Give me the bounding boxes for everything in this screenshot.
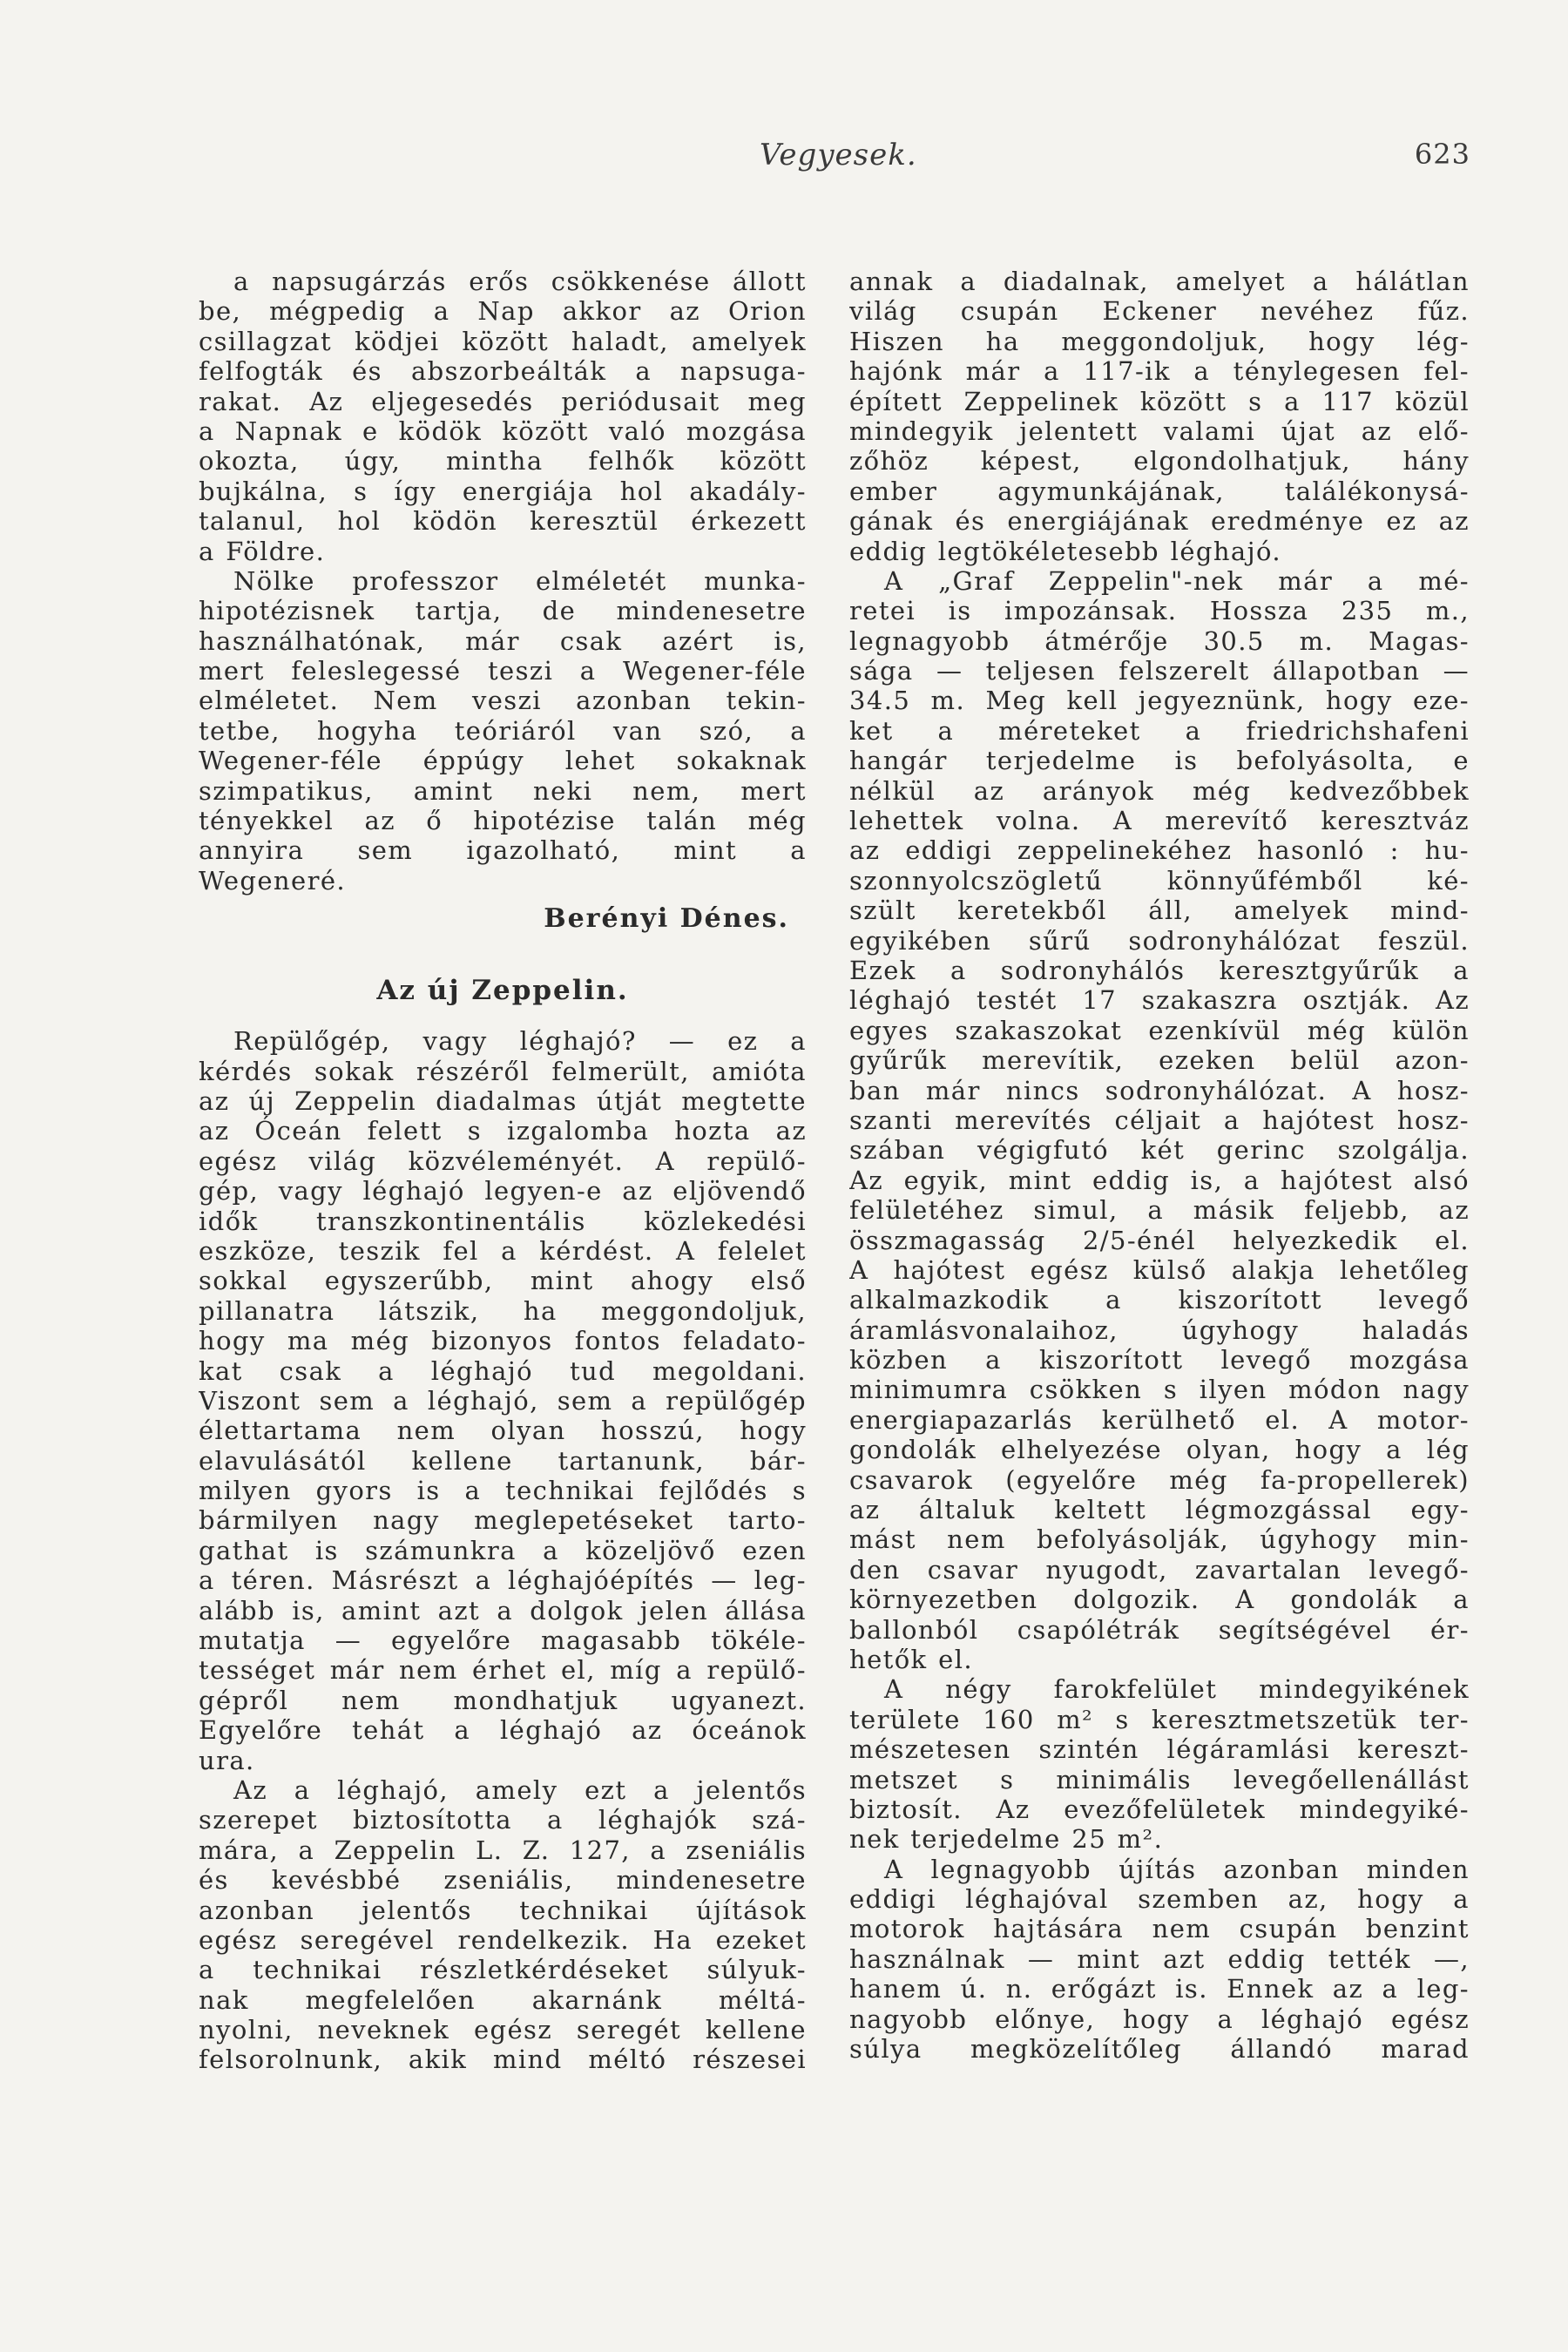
text-line: szonnyolcszögletű könnyűfémből ké- [849,865,1470,896]
text-line: hetők el. [849,1644,973,1674]
text-line: annyira sem igazolható, mint a [199,835,807,866]
text-line: az általuk keltett légmozgással egy- [849,1495,1470,1525]
text-line: egyes szakaszokat ezenkívül még külön [849,1015,1470,1045]
article-heading: Az új Zeppelin. [376,975,629,1007]
text-line: be, mégpedig a Nap akkor az Orion [199,296,807,327]
text-line: eddig legtökéletesebb léghajó. [849,536,1281,566]
text-line: a napsugárzás erős csökkenése állott [233,267,807,296]
paragraph-nolke-theory [199,566,807,896]
text-line: eszköze, teszik fel a kérdést. A felelet [199,1235,807,1266]
text-line: szában végigfutó két gerinc szolgálja. [849,1135,1470,1166]
text-line: világ csupán Eckener nevéhez fűz. [849,296,1470,327]
text-line: pillanatra látszik, ha meggondoljuk, [199,1295,807,1326]
text-line: A „Graf Zeppelin"-nek már a mé- [884,565,1470,596]
text-line: rakat. Az eljegesedés periódusait meg [199,386,807,416]
text-line: használhatónak, már csak azért is, [199,625,807,656]
text-line: gondolák elhelyezése olyan, hogy a lég [849,1435,1470,1465]
text-line: bujkálna, s így energiája hol akadály- [199,476,807,506]
text-line: energiapazarlás kerülhető el. A motor- [849,1404,1470,1435]
text-line: eddigi léghajóval szemben az, hogy a [849,1884,1470,1915]
text-line: nagyobb előnye, hogy a léghajó egész [849,2004,1470,2034]
author-signature: Berényi Dénes. [544,903,789,935]
text-line: A hajótest egész külső alakja lehetőleg [849,1254,1470,1285]
text-line: élettartama nem olyan hosszú, hogy [199,1416,807,1446]
text-line: hajónk már a 117-ik a ténylegesen fel- [849,356,1470,387]
text-line: ura. [199,1745,255,1775]
text-line: retei is impozánsak. Hossza 235 m., [849,596,1470,626]
text-line: mészetesen szintén légáramlási kereszt- [849,1734,1470,1765]
text-line: minimumra csökken s ilyen módon nagy [849,1375,1470,1405]
text-line: hipotézisnek tartja, de mindenesetre [199,596,807,626]
text-line: nélkül az arányok még kedvezőbbek [849,775,1470,806]
text-line: szerepet biztosította a léghajók szá- [199,1805,807,1835]
right-column [849,267,1470,2064]
text-line: A legnagyobb újítás azonban minden [884,1854,1470,1884]
text-line: sága — teljesen felszerelt állapotban — [849,656,1470,686]
text-line: használnak — mint azt eddig tették —, [849,1943,1470,1974]
text-line: alább is, amint azt a dolgok jelen állása [199,1595,807,1625]
text-line: áramlásvonalaihoz, úgyhogy haladás [849,1315,1470,1345]
text-line: tetbe, hogyha teóriáról van szó, a [199,715,807,746]
text-line: felületéhez simul, a másik feljebb, az [849,1195,1470,1226]
text-line: biztosít. Az evezőfelületek mindegyiké- [849,1794,1470,1824]
text-line: Egyelőre tehát a léghajó az óceánok [199,1715,807,1746]
text-line: Wegener-féle éppúgy lehet sokaknak [199,746,807,776]
text-line: annak a diadalnak, amelyet a hálátlan [849,267,1470,296]
text-line: összmagasság 2/5-énél helyezkedik el. [849,1225,1470,1255]
text-line: gathat is számunkra a közeljövő ezen [199,1535,807,1565]
text-line: Ezek a sodronyhálós keresztgyűrűk a [849,955,1470,985]
text-line: csillagzat ködjei között haladt, amelyek [199,326,807,356]
text-line: elavulásától kellene tartanunk, bár- [199,1445,807,1476]
running-head: Vegyesek. [760,138,917,172]
text-line: az eddigi zeppelinekéhez hasonló : hu- [849,835,1470,866]
text-line: nyolni, neveknek egész seregét kellene [199,2015,807,2045]
text-line: mindegyik jelentett valami újat az elő- [849,416,1470,446]
paragraph-fuel-gas [849,1855,1470,2065]
text-line: Nölke professzor elméletét munka- [233,565,807,596]
text-line: gépről nem mondhatjuk ugyanezt. [199,1685,807,1715]
text-line: egyikében sűrű sodronyhálózat feszül. [849,925,1470,956]
paragraph-sun-radiation [199,267,807,566]
text-line: den csavar nyugodt, zavartalan levegő- [849,1554,1470,1585]
text-line: felfogták és abszorbeálták a napsuga- [199,356,807,387]
text-line: motorok hajtására nem csupán benzint [849,1914,1470,1944]
left-column [199,267,807,2075]
text-line: mert feleslegessé teszi a Wegener-féle [199,656,807,686]
text-line: legnagyobb átmérője 30.5 m. Magas- [849,625,1470,656]
text-line: kérdés sokak részéről felmerült, amióta [199,1056,807,1086]
text-line: alkalmazkodik a kiszorított levegő [849,1285,1470,1315]
paragraph-dimensions [849,566,1470,1674]
text-line: közben a kiszorított levegő mozgása [849,1345,1470,1375]
text-line: Wegeneré. [199,865,347,896]
text-line: tességet már nem érhet el, míg a repülő- [199,1655,807,1686]
text-line: szanti merevítés céljait a hajótest hosz- [849,1105,1470,1135]
text-line: hangár terjedelme is befolyásolta, e [849,746,1470,776]
text-line: az Óceán felett s izgalomba hozta az [199,1116,807,1146]
text-line: az új Zeppelin diadalmas útját megtette [199,1085,807,1116]
text-line: mára, a Zeppelin L. Z. 127, a zseniális [199,1835,807,1865]
text-line: környezetben dolgozik. A gondolák a [849,1585,1470,1615]
text-line: gép, vagy léghajó legyen-e az eljövendő [199,1176,807,1206]
text-line: gyűrűk merevítik, ezeken belül azon- [849,1045,1470,1076]
paragraph-airplane-or-airship [199,1026,807,1775]
text-line: A négy farokfelület mindegyikének [884,1674,1470,1705]
text-line: Hiszen ha meggondoljuk, hogy lég- [849,326,1470,356]
text-line: léghajó testét 17 szakaszra osztják. Az [849,985,1470,1016]
text-line: zőhöz képest, elgondolhatjuk, hány [849,446,1470,476]
text-line: a téren. Másrészt a léghajóépítés — leg- [199,1565,807,1596]
text-line: metszet s minimális levegőellenállást [849,1764,1470,1794]
text-line: lehettek volna. A merevítő keresztváz [849,806,1470,836]
text-line: súlya megközelítőleg állandó marad [849,2034,1470,2065]
text-line: Az egyik, mint eddig is, a hajótest alsó [849,1165,1470,1195]
text-line: kat csak a léghajó tud megoldani. [199,1355,807,1386]
text-line: épített Zeppelinek között s a 117 közül [849,386,1470,416]
text-line: egész világ közvéleményét. A repülő- [199,1146,807,1176]
paragraph-eckener [849,267,1470,566]
text-line: nak megfelelően akarnánk méltá- [199,1984,807,2015]
text-line: Repülőgép, vagy léghajó? — ez a [233,1026,807,1057]
text-line: milyen gyors is a technikai fejlődés s [199,1476,807,1506]
text-line: ban már nincs sodronyhálózat. A hosz- [849,1075,1470,1105]
text-line: a Napnak e ködök között való mozgása [199,416,807,446]
text-line: nek terjedelme 25 m². [849,1824,1164,1855]
text-line: ket a méreteket a friedrichshafeni [849,715,1470,746]
text-line: Az a léghajó, amely ezt a jelentős [233,1774,807,1805]
text-line: hogy ma még bizonyos fontos feladato- [199,1326,807,1356]
text-line: mutatja — egyelőre magasabb tökéle- [199,1625,807,1656]
text-line: a technikai részletkérdéseket súlyuk- [199,1955,807,1985]
text-line: bármilyen nagy meglepetéseket tarto- [199,1505,807,1536]
text-line: Viszont sem a léghajó, sem a repülőgép [199,1385,807,1416]
text-line: gának és energiájának eredménye ez az [849,506,1470,537]
text-line: egész seregével rendelkezik. Ha ezeket [199,1924,807,1955]
text-line: hanem ú. n. erőgázt is. Ennek az a leg- [849,1974,1470,2004]
text-line: szült keretekből áll, amelyek mind- [849,896,1470,926]
text-line: tényekkel az ő hipotézise talán még [199,806,807,836]
text-line: és kevésbbé zseniális, mindenesetre [199,1865,807,1896]
text-line: csavarok (egyelőre még fa-propellerek) [849,1464,1470,1495]
text-line: idők transzkontinentális közlekedési [199,1206,807,1236]
page-number: 623 [1414,138,1470,171]
text-line: szimpatikus, amint neki nem, mert [199,775,807,806]
paragraph-tail-surfaces [849,1674,1470,1854]
text-line: sokkal egyszerűbb, mint ahogy első [199,1266,807,1296]
text-line: felsorolnunk, akik mind méltó részesei [199,2044,807,2075]
text-line: elméletet. Nem veszi azonban tekin- [199,686,807,716]
text-line: 34.5 m. Meg kell jegyeznünk, hogy eze- [849,686,1470,716]
text-line: mást nem befolyásolják, úgyhogy min- [849,1524,1470,1555]
text-line: okozta, úgy, mintha felhők között [199,446,807,476]
text-line: területe 160 m² s keresztmetszetük ter- [849,1704,1470,1734]
text-line: ballonból csapólétrák segítségével ér- [849,1614,1470,1645]
text-line: azonban jelentős technikai újítások [199,1895,807,1925]
text-line: talanul, hol ködön keresztül érkezett [199,506,807,537]
paragraph-lz127 [199,1775,807,2075]
text-line: a Földre. [199,536,326,566]
text-line: ember agymunkájának, találékonysá- [849,476,1470,506]
